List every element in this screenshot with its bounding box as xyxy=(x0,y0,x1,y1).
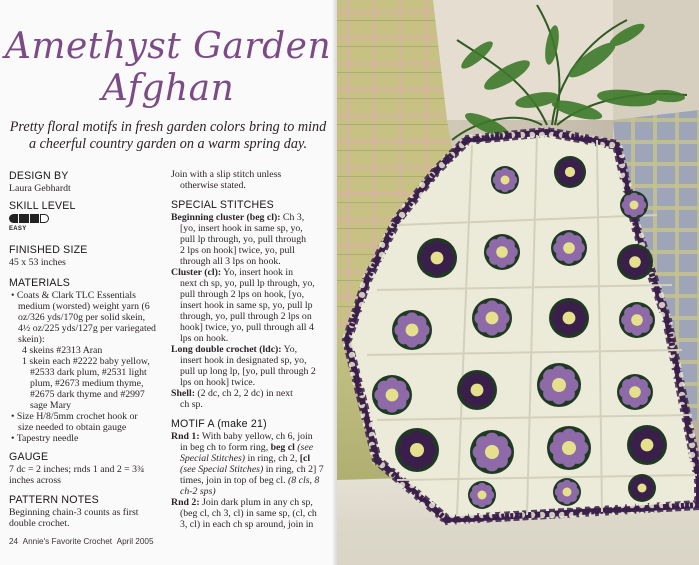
stitch-line: [yo, insert hook in same sp, yo, xyxy=(180,223,303,234)
rnd2-line: 3, cl) in each ch sp around, join in xyxy=(180,519,314,530)
flower-motif xyxy=(372,375,412,415)
rnd2-line xyxy=(171,497,313,508)
round-note: (see Special Stitches) xyxy=(180,464,264,475)
stitch-text: (2 dc, ch 2, 2 dc) in next xyxy=(194,388,293,399)
round-text: times, join in top of beg cl. xyxy=(180,475,289,486)
flower-motif xyxy=(627,425,667,465)
round-note: Special Stitches) xyxy=(180,453,246,464)
flower-motif xyxy=(617,244,653,280)
materials-heading: MATERIALS xyxy=(9,277,71,289)
materials-line: skein): xyxy=(18,334,45,345)
afghan-photo-illustration xyxy=(337,0,699,565)
materials-line: • Size H/8/5mm crochet hook or xyxy=(11,411,138,422)
publication-name: Annie's Favorite Crochet xyxy=(22,537,113,546)
skill-level-meter xyxy=(9,214,49,223)
stitch-line: lps on hook] twice. xyxy=(180,377,256,388)
flower-motif xyxy=(551,230,587,266)
stitch-text: Ch 3, xyxy=(280,212,305,223)
stitch-text: Yo, insert hook in xyxy=(221,267,294,278)
pattern-notes-line: Join with a slip stitch unless xyxy=(171,169,282,180)
pattern-notes-line: Beginning chain-3 counts as first xyxy=(9,507,139,518)
finished-size-value: 45 x 53 inches xyxy=(9,257,66,268)
flower-motif xyxy=(417,238,457,278)
motif-a-heading: MOTIF A (make 21) xyxy=(171,418,267,430)
round-text: in ring, ch 2, xyxy=(245,453,300,464)
skill-segment xyxy=(9,214,18,223)
design-by-heading: DESIGN BY xyxy=(9,170,69,182)
flower-motif xyxy=(554,156,586,188)
finished-size-heading: FINISHED SIZE xyxy=(9,244,88,256)
stitch-line: 2 lps on hook] twice, yo, pull xyxy=(180,245,295,256)
materials-line: oz/326 yds/170g per solid skein, xyxy=(18,312,146,323)
materials-line: • Coats & Clark TLC Essentials xyxy=(11,290,136,301)
stitch-line: hook] twice, yo, pull through all 4 xyxy=(180,322,314,333)
flower-motif xyxy=(628,474,656,502)
pattern-notes-heading: PATTERN NOTES xyxy=(9,494,99,506)
rnd2-line: (beg cl, ch 3, cl) in same sp, (cl, ch xyxy=(180,508,317,519)
flower-motif xyxy=(468,481,496,509)
stitch-cl xyxy=(171,267,293,278)
afghan-photo xyxy=(337,0,699,565)
gauge-line: inches across xyxy=(9,475,61,486)
stitch-term: Shell: xyxy=(171,388,195,399)
round-text: in beg ch to form ring, xyxy=(180,442,271,453)
stitch-line: through, yo, pull through 2 lps on xyxy=(180,311,312,322)
stitch-line: lps on hook. xyxy=(180,333,229,344)
materials-line: #2533 dark plum, #2531 light xyxy=(30,367,147,378)
materials-line: #2675 dark thyme and #2997 xyxy=(30,389,145,400)
stitch-line: insert hook in same sp, yo, pull lp xyxy=(180,300,313,311)
intro-line-1: Pretty floral motifs in fresh garden colors bring to mind xyxy=(9,119,327,135)
stitch-line: ch sp. xyxy=(180,399,203,410)
stitch-line: insert hook in designated sp, yo, xyxy=(180,355,307,366)
flower-motif xyxy=(491,166,519,194)
intro-line-2: a cheerful country garden on a warm spring day. xyxy=(28,136,308,152)
pattern-notes-line: double crochet. xyxy=(9,518,70,529)
rnd1-line xyxy=(180,442,313,453)
materials-line: medium (worsted) weight yarn (6 xyxy=(18,301,150,312)
page-number: 24 xyxy=(9,537,19,546)
flower-motif xyxy=(547,426,591,470)
materials-line: plum, #2673 medium thyme, xyxy=(30,378,144,389)
page-footer xyxy=(9,537,154,546)
stitch-text: Yo, xyxy=(281,344,298,355)
rnd1-line xyxy=(171,431,313,442)
stitch-term: Beginning cluster (beg cl): xyxy=(171,212,281,223)
stitch-term: Long double crochet (ldc): xyxy=(171,344,282,355)
gauge-line: 7 dc = 2 inches; rnds 1 and 2 = 3¾ xyxy=(9,464,145,475)
flower-motif xyxy=(549,298,589,338)
page-title-line-1: Amethyst Garden xyxy=(4,26,332,67)
round-note: (see xyxy=(294,442,314,453)
skill-segment xyxy=(19,214,28,223)
flower-motif xyxy=(553,478,581,506)
pattern-notes-line: otherwise stated. xyxy=(180,180,246,191)
round-term: beg cl xyxy=(270,442,295,453)
skill-level-heading: SKILL LEVEL xyxy=(9,200,76,212)
skill-level-label: EASY xyxy=(9,226,27,232)
special-stitches-heading: SPECIAL STITCHES xyxy=(171,199,274,211)
skill-segment xyxy=(40,214,49,223)
flower-motif xyxy=(619,302,655,338)
materials-line: 4 skeins #2313 Aran xyxy=(22,345,103,356)
flower-motif xyxy=(620,191,648,219)
stitch-line: pull through 2 lps on hook, [yo, xyxy=(180,289,305,300)
stitch-line: through all 3 lps on hook. xyxy=(180,256,281,267)
rnd1-line xyxy=(180,453,310,464)
materials-line: 1 skein each #2222 baby yellow, xyxy=(22,356,150,367)
stitch-line: next ch sp, yo, pull lp through, yo, xyxy=(180,278,315,289)
issue-date: April 2005 xyxy=(116,537,154,546)
flower-motif xyxy=(470,430,514,474)
stitch-ldc xyxy=(171,344,297,355)
flower-motif xyxy=(395,428,439,472)
materials-line: 4½ oz/225 yds/127g per variegated xyxy=(18,323,156,334)
round-term: Rnd 2: xyxy=(171,497,200,508)
round-note: (8 cls, 8 xyxy=(288,475,320,486)
materials-line: • Tapestry needle xyxy=(11,433,79,444)
rnd1-line xyxy=(180,464,324,475)
flower-motif xyxy=(472,298,512,338)
page-title-line-2: Afghan xyxy=(101,68,235,109)
flower-motif xyxy=(537,363,581,407)
stitch-line: pull up long lp, [yo, pull through 2 xyxy=(180,366,316,377)
pattern-text-page xyxy=(0,0,336,565)
stitch-line: pull lp through, yo, pull through xyxy=(180,234,306,245)
gauge-heading: GAUGE xyxy=(9,451,49,463)
flower-motif xyxy=(484,234,520,270)
round-text: With baby yellow, ch 6, join xyxy=(199,431,313,442)
rnd1-line: ch-2 sps) xyxy=(180,486,216,497)
round-term: Rnd 1: xyxy=(171,431,200,442)
materials-line: size needed to obtain gauge xyxy=(18,422,127,433)
round-term: [cl xyxy=(299,453,311,464)
skill-segment xyxy=(30,214,39,223)
stitch-term: Cluster (cl): xyxy=(171,267,222,278)
flower-motif xyxy=(392,310,432,350)
round-text: Join dark plum in any ch sp, xyxy=(199,497,313,508)
flower-motif xyxy=(617,374,653,410)
flower-motif xyxy=(457,370,497,410)
stitch-beg-cl xyxy=(171,212,304,223)
rnd1-line xyxy=(180,475,319,486)
designer-name: Laura Gebhardt xyxy=(9,183,71,194)
round-text: in ring, ch 2] 7 xyxy=(263,464,324,475)
stitch-shell xyxy=(171,388,293,399)
materials-line: sage Mary xyxy=(30,400,72,411)
